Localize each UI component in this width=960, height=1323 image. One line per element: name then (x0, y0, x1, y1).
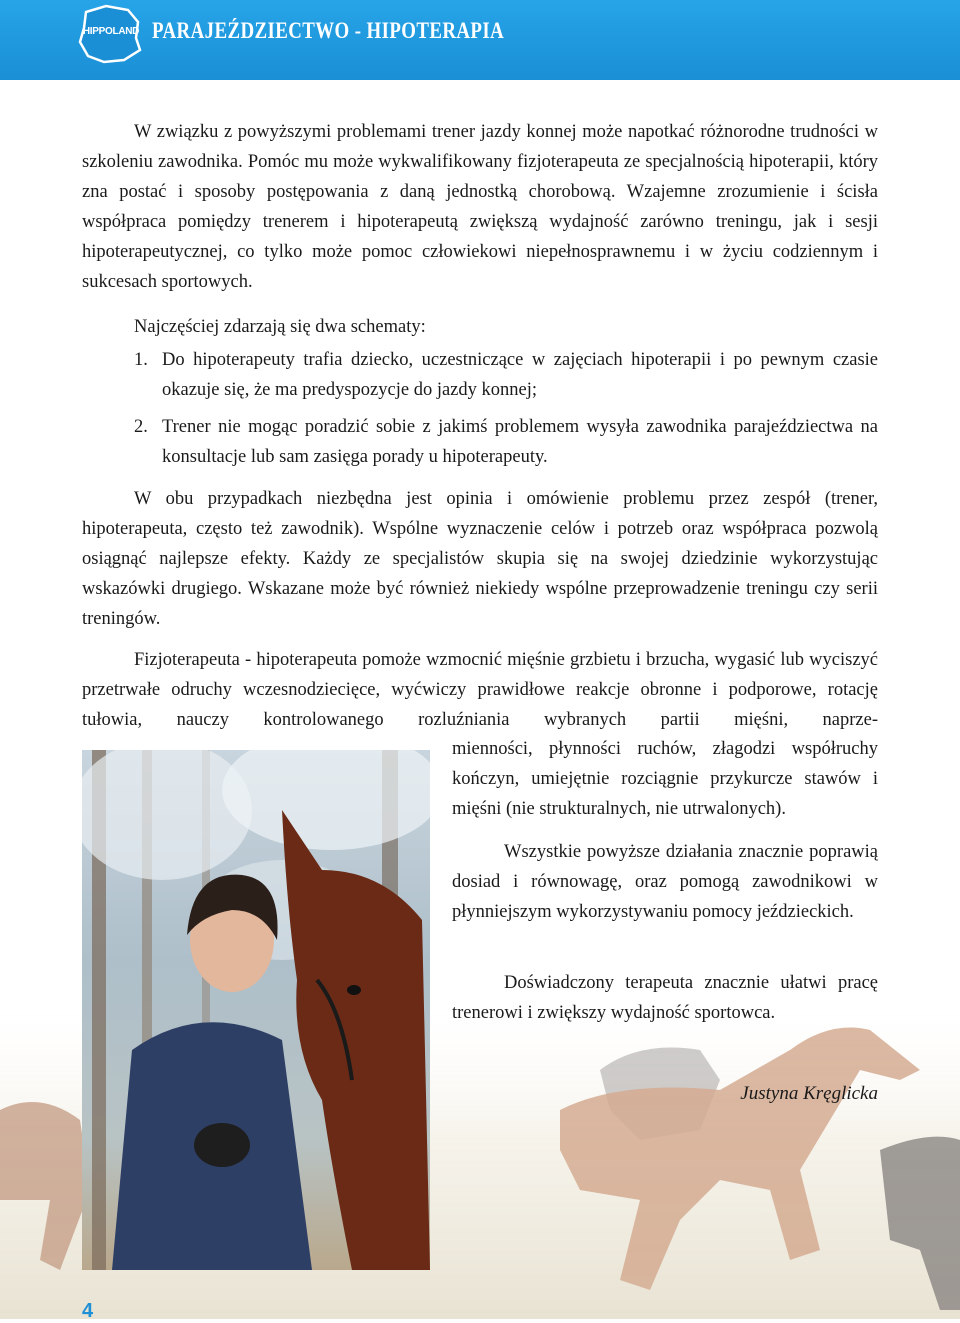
paragraph-effects: Wszystkie powyższe działania znacznie poprawią dosiad i równowagę, oraz pomogą zawodnikowi w płynniejszym wykorzystywaniu pomocy jeździeckich. (452, 842, 878, 922)
author-signature: Justyna Kręglicka (740, 1083, 878, 1104)
paragraph-physio-continued: mienności, płynności ruchów, złagodzi współruchy kończyn, umiejętnie rozciągnie przykurcze stawów i mięśni (nie strukturalnych, nie utrwalonych). (452, 739, 878, 819)
paragraph-conclusion: Doświadczony terapeuta znacznie ułatwi pracę trenerowi i zwiększy wydajność sportowca. (452, 973, 878, 1023)
list-text: Do hipoterapeuty trafia dziecko, uczestniczące w zajęciach hipoterapii i po pewnym czasie okazuje się, że ma predyspozycje do jazdy konnej; (162, 350, 878, 400)
list-item (134, 412, 878, 472)
list-number: 2. (134, 417, 148, 437)
list-number: 1. (134, 350, 148, 370)
paragraph-physio: Fizjoterapeuta - hipoterapeuta pomoże wzmocnić mięśnie grzbietu i brzucha, wygasić lub wyciszyć przetrwałe odruchy wczesnodziecięce, wyćwiczy prawidłowe reakcje obronne i podporowe, rotację tułowia, nauczy kontrolowanego rozluźniania wybranych partii mięśni, naprze- (82, 650, 878, 730)
list-text: Trener nie mogąc poradzić sobie z jakimś problemem wysyła zawodnika parajeździectwa na konsultacje lub sam zasięga porady u hipoterapeuty. (162, 417, 878, 467)
page-number: 4 (82, 1300, 94, 1322)
list-item (134, 345, 878, 405)
paragraph-intro: W związku z powyższymi problemami trener jazdy konnej może napotkać różnorodne trudności w szkoleniu zawodnika. Pomóc mu może wykwalifikowany fizjoterapeuta ze specjalnością hipoterapii, który zna postać i sposoby postępowania z daną jednostką chorobową. Wzajemne zrozumienie i ścisła współpraca pomiędzy trenerem i hipoterapeutą zwiększą wydajność zarówno treningu, jak i sesji hipoterapeutycznej, co tylko może pomoc człowiekowi niepełnosprawnemu i w życiu codziennym i sukcesach sportowych. (82, 122, 878, 292)
header-title: PARAJEŹDZIECTWO - HIPOTERAPIA (152, 18, 505, 43)
list-lead: Najczęściej zdarzają się dwa schematy: (134, 317, 426, 337)
page-header (0, 0, 960, 80)
rider-with-horse-photo (82, 750, 430, 1270)
paragraph-cooperation: W obu przypadkach niezbędna jest opinia i omówienie problemu przez zespół (trener, hipoterapeuta, często też zawodnik). Wspólne wyznaczenie celów i potrzeb oraz współpraca pozwolą osiągnąć najlepsze efekty. Każdy ze specjalistów skupia się na swojej dziedzinie wykorzystując wskazówki drugiego. Wskazane może być również niekiedy wspólne przeprowadzenie treningu czy serii treningów. (82, 489, 878, 629)
logo-label: HIPPOLAND (82, 26, 140, 37)
